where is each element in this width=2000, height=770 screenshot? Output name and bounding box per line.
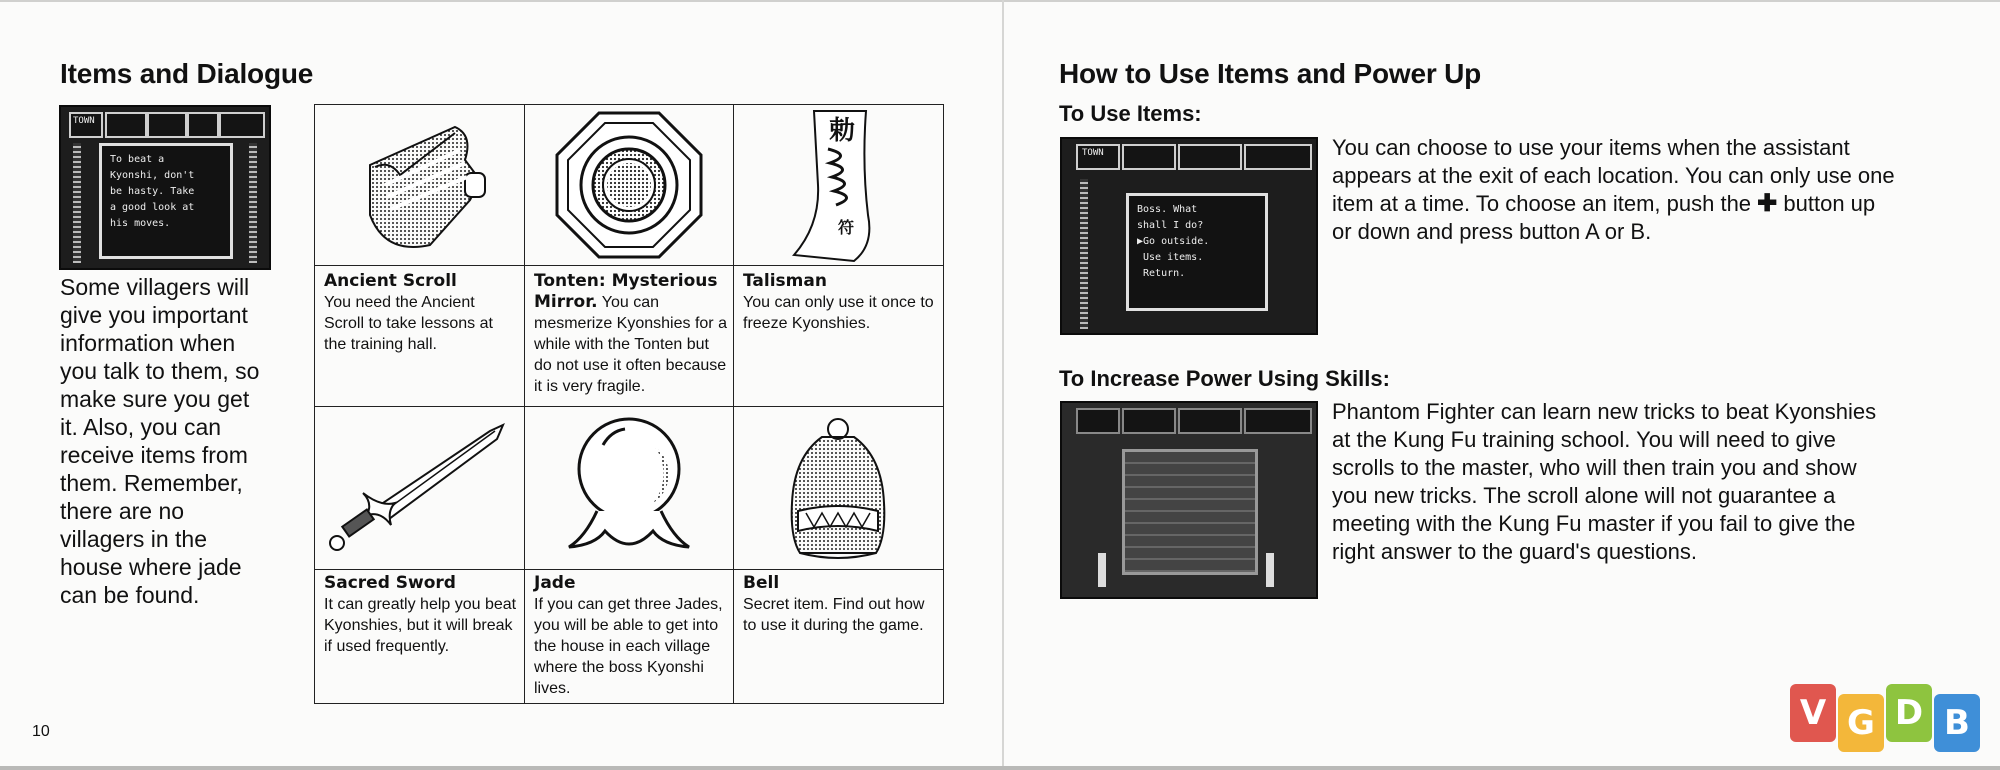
hud-items-box <box>1122 144 1176 170</box>
text-line: right answer to the guard's questions. <box>1332 539 1697 564</box>
mirror-icon <box>525 105 733 265</box>
item-desc: You can only use it once to freeze Kyonshies. <box>743 294 934 332</box>
hud-town-label: TOWN <box>73 116 95 126</box>
jade-illustration <box>525 407 733 570</box>
body-line: information when <box>60 330 236 356</box>
body-line: villagers in the <box>60 526 208 552</box>
body-line: them. Remember, <box>60 470 243 496</box>
text-line: or down and press button A or B. <box>1332 219 1652 244</box>
text-line: at the Kung Fu training school. You will need to give <box>1332 427 1836 452</box>
screen-pillar <box>73 143 81 263</box>
hud-town-box <box>1076 408 1120 434</box>
text-line: you new tricks. The scroll alone will not guarantee a <box>1332 483 1836 508</box>
screen-pillar <box>1080 179 1088 329</box>
body-line: give you important <box>60 302 248 328</box>
body-line: receive items from <box>60 442 248 468</box>
item-name: Tonten: Mysterious Mirror. <box>534 271 718 312</box>
hud-slot-box <box>1178 144 1242 170</box>
item-caption <box>324 271 518 355</box>
power-up-text <box>1332 398 1982 566</box>
svg-text:勅: 勅 <box>828 116 856 146</box>
item-cell-sacred-sword <box>315 407 525 703</box>
item-caption <box>534 573 727 699</box>
player-figure <box>1098 553 1106 587</box>
hud-life-box <box>219 112 265 138</box>
training-school-screenshot <box>1060 401 1318 599</box>
item-name: Ancient Scroll <box>324 271 457 291</box>
item-desc: Secret item. Find out how to use it during the game. <box>743 596 925 634</box>
hud-slot-box <box>187 112 219 138</box>
logo-tile: G <box>1838 694 1884 752</box>
scroll-icon <box>315 105 523 265</box>
hud-slot-box <box>1178 408 1242 434</box>
item-cell-tonten-mirror <box>525 105 734 407</box>
item-cell-talisman <box>734 105 943 407</box>
hud-life-box <box>1244 408 1312 434</box>
body-line: house where jade <box>60 554 242 580</box>
left-body-text <box>60 273 305 609</box>
item-desc: If you can get three Jades, you will be able to get into the house in each village where the boss Kyonshi lives. <box>534 596 723 697</box>
item-name: Sacred Sword <box>324 573 456 593</box>
page-top-edge <box>0 0 2000 2</box>
item-desc: You need the Ancient Scroll to take lessons at the training hall. <box>324 294 493 353</box>
dialogue-screenshot <box>59 105 271 270</box>
mirror-illustration <box>525 105 733 266</box>
page-number: 10 <box>32 723 50 740</box>
text-line: You can choose to use your items when the assistant <box>1332 135 1850 160</box>
item-name: Bell <box>743 573 780 593</box>
bell-icon <box>734 407 942 569</box>
hud-slot-box <box>147 112 187 138</box>
items-grid <box>314 104 944 704</box>
logo-tile: V <box>1790 684 1836 742</box>
body-line: it. Also, you can <box>60 414 222 440</box>
item-name: Jade <box>534 573 576 593</box>
item-cell-jade <box>525 407 734 703</box>
text-line: meeting with the Kung Fu master if you fail to give the <box>1332 511 1856 536</box>
page-bottom-edge <box>0 766 2000 770</box>
text-line: appears at the exit of each location. You can only use one <box>1332 163 1895 188</box>
item-name: Talisman <box>743 271 827 291</box>
talisman-icon <box>734 105 942 265</box>
body-line: make sure you get <box>60 386 250 412</box>
scroll-illustration <box>315 105 524 266</box>
bell-illustration <box>734 407 943 570</box>
text-fragment: item at a time. To choose an item, push the <box>1332 191 1752 216</box>
logo-tile: D <box>1886 684 1932 742</box>
item-desc: You can mesmerize Kyonshies for a while with the Tonten but do not use it often because it is very fragile. <box>534 294 727 395</box>
use-items-screenshot <box>1060 137 1318 335</box>
hud-life-box <box>1244 144 1312 170</box>
hud-items-box <box>1122 408 1176 434</box>
left-page-title: Items and Dialogue <box>60 58 314 89</box>
power-up-heading: To Increase Power Using Skills: <box>1059 366 1390 391</box>
villager-dialog-box: To beat a Kyonshi, don't be hasty. Take a good look at his moves. <box>99 143 233 259</box>
item-caption <box>743 271 937 334</box>
text-fragment: button up <box>1783 191 1876 216</box>
item-desc: It can greatly help you beat Kyonshies, but it will break if used frequently. <box>324 596 517 655</box>
item-caption <box>743 573 937 636</box>
assistant-menu-box: Boss. What shall I do? ▶Go outside. Use items. Return. <box>1126 193 1268 311</box>
dpad-plus-icon: ✚ <box>1757 190 1778 217</box>
sword-icon <box>315 407 523 569</box>
item-cell-ancient-scroll <box>315 105 525 407</box>
body-line: you talk to them, so <box>60 358 260 384</box>
body-line: Some villagers will <box>60 274 250 300</box>
svg-text:符: 符 <box>837 218 855 237</box>
vgdb-watermark-logo <box>1790 684 1994 746</box>
text-line: Phantom Fighter can learn new tricks to beat Kyonshies <box>1332 399 1877 424</box>
body-line: can be found. <box>60 582 200 608</box>
hud-town-label: TOWN <box>1082 148 1104 158</box>
item-cell-bell <box>734 407 943 703</box>
use-items-text <box>1332 134 1982 246</box>
body-line: there are no <box>60 498 185 524</box>
text-line: scrolls to the master, who will then train you and show <box>1332 455 1857 480</box>
faded-dialog-box <box>1122 449 1258 575</box>
jade-icon <box>525 407 733 569</box>
text-line <box>1332 190 1982 218</box>
book-spine <box>1002 0 1004 770</box>
item-caption <box>534 271 727 397</box>
sword-illustration <box>315 407 524 570</box>
right-page-title: How to Use Items and Power Up <box>1059 58 1482 89</box>
item-caption <box>324 573 518 657</box>
talisman-illustration <box>734 105 943 266</box>
logo-tile: B <box>1934 694 1980 752</box>
master-figure <box>1266 553 1274 587</box>
use-items-heading: To Use Items: <box>1059 101 1202 126</box>
hud-items-box <box>105 112 147 138</box>
screen-pillar <box>249 143 257 263</box>
